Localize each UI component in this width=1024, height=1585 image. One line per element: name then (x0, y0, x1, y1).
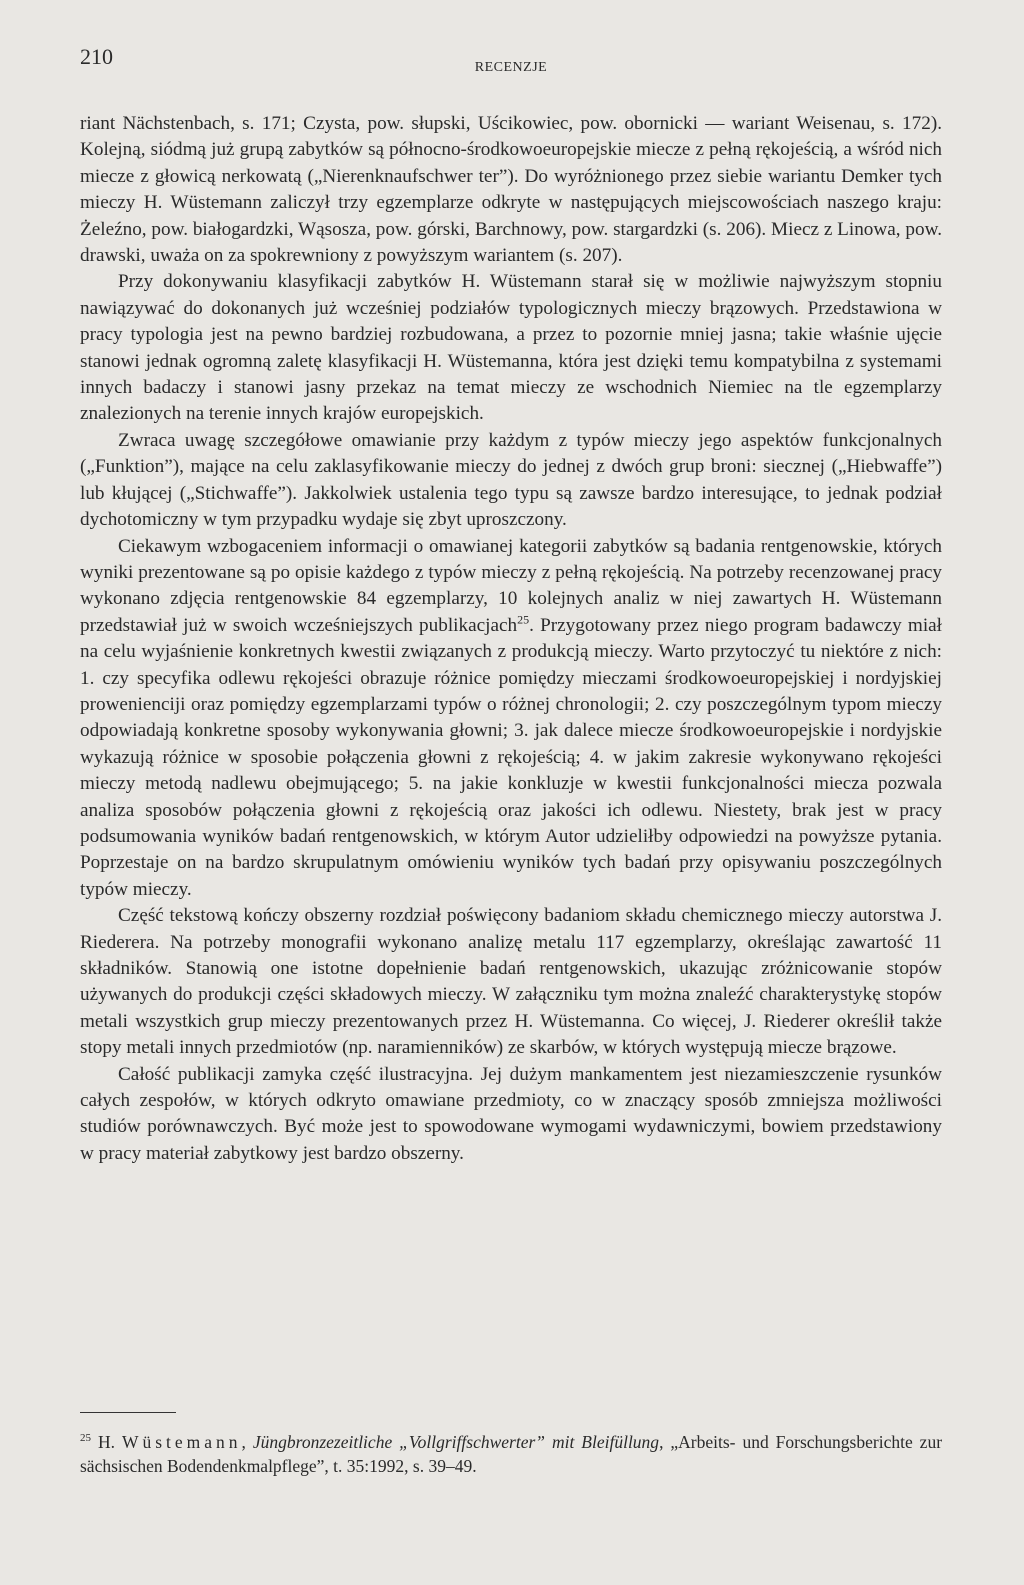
footnote-number: 25 (80, 1432, 91, 1445)
paragraph (80, 534, 942, 904)
running-head: RECENZJE (474, 60, 548, 75)
paragraph: Przy dokonywaniu klasyfikacji zabytków H. Wüstemann starał się w możliwie najwyższym stopniu nawiązywać do dokonanych już wcześniej podziałów typologicznych mieczy brązowych. Przedstawiona w pracy typologia jest na pewno bardziej rozbudowana, a przez to pozornie mniej jasna; takie właśnie ujęcie stanowi jednak ogromną zaletę klasyfikacji H. Wüstemanna, która jest dzięki temu kompatybilna z systemami innych badaczy i stanowi jasny przekaz na temat mieczy ze wschodnich Niemiec na tle egzemplarzy znalezionych na terenie innych krajów europejskich. (80, 271, 942, 425)
footnote-author-initial: H. (97, 1432, 122, 1452)
footnote-source: , „Arbeits- und Forschungsberichte zur sächsischen Bodendenkmalpflege”, t. 35:1992, s. 39–49. (80, 1432, 943, 1476)
footnote-reference: 25 (517, 612, 530, 627)
footnote (80, 1430, 942, 1478)
paragraph: riant Nächstenbach, s. 171; Czysta, pow. słupski, Uścikowiec, pow. obornicki — wariant Weisenau, s. 172). Kolejną, siódmą już grupą zabytków są północno-środkowoeuropejskie miecze z pełną rękojeścią, a wśród nich miecze z głowicą nerkowatą („Nierenknaufschwer ter”). Do wyróżnionego przez siebie wariantu Demker tych mieczy H. Wüstemann zaliczył trzy egzemplarze odkryte w następujących miejscowościach naszego kraju: Żeleźno, pow. białogardzki, Wąsosza, pow. górski, Barchnowy, pow. stargardzki (s. 206). Miecz z Linowa, pow. drawski, uważa on za spokrewniony z powyższym wariantem (s. 207). (80, 113, 942, 267)
paragraph: Całość publikacji zamyka część ilustracyjna. Jej dużym mankamentem jest niezamieszczenie rysunków całych zespołów, w których odkryto omawiane przedmioty, co w znaczący sposób zmniejsza możliwości studiów porównawczych. Być może jest to spowodowane wymogami wydawniczymi, bowiem przedstawiony w pracy materiał zabytkowy jest bardzo obszerny. (80, 1063, 942, 1164)
paragraph: Zwraca uwagę szczegółowe omawianie przy każdym z typów mieczy jego aspektów funkcjonalnych („Funktion”), mające na celu zaklasyfikowanie mieczy do jednej z dwóch grup broni: siecznej („Hiebwaffe”) lub kłującej („Stichwaffe”). Jakkolwiek ustalenia tego typu są zawsze bardzo interesujące, to jednak podział dychotomiczny w tym przypadku wydaje się zbyt uproszczony. (80, 429, 942, 531)
paragraph: Część tekstową kończy obszerny rozdział poświęcony badaniom składu chemicznego mieczy autorstwa J. Riederera. Na potrzeby monografii wykonano analizę metalu 117 egzemplarzy, określając zawartość 11 składników. Stanowią one istotne dopełnienie badań rentgenowskich, ukazując zróżnicowanie stopów używanych do produkcji części składowych mieczy. W załączniku tym można znaleźć charakterystykę stopów metali wszystkich grup mieczy prezentowanych przez H. Wüstemanna. Co więcej, J. Riederer określił także stopy metali innych przedmiotów (np. naramienników) ze skarbów, w których występują miecze brązowe. (80, 905, 942, 1059)
footnote-title: Jüngbronzezeitliche „Vollgriffschwerter” mit Bleifüllung (252, 1432, 660, 1452)
footnote-divider (80, 1412, 176, 1413)
page-header (80, 44, 942, 84)
footnote-separator: , (241, 1432, 253, 1452)
body-text (80, 111, 942, 1167)
paragraph-text: Ciekawym wzbogaceniem informacji o omawianej kategorii zabytków są badania rentgenowskie, których wyniki prezentowane są po opisie każdego z typów mieczy z pełną rękojeścią. Na potrzeby recenzowanej pracy wykonano zdjęcia rentgenowskie 84 egzemplarzy, 10 kolejnych analiz w niej zawartych H. Wüstemann przedstawiał już w swoich wcześniejszych publikacjach (80, 535, 942, 636)
page-number: 210 (80, 44, 113, 69)
footnote-author: Wüstemann (121, 1432, 242, 1452)
paragraph-text: . Przygotowany przez niego program badawczy miał na celu wyjaśnienie konkretnych kwestii związanych z produkcją mieczy. Warto przytoczyć tu niektóre z nich: 1. czy specyfika odlewu rękojeści obrazuje różnice pomiędzy mieczami środkowoeuropejskiej i nordyjskiej prowenienciji oraz pomiędzy egzemplarzami typów o różnej chronologii; 2. czy poszczególnym typom mieczy odpowiadają konkretne sposoby wykonywania głowni; 3. jak dalece miecze środkowoeuropejskie i nordyjskie wykazują różnice w sposobie połączenia głowni z rękojeścią; 4. w jakim zakresie wykonywano rękojeści mieczy metodą nadlewu obejmującego; 5. na jakie konkluzje w kwestii funkcjonalności miecza pozwala analiza sposobów połączenia głowni z rękojeścią oraz jakości ich odlewu. Niestety, brak jest w pracy podsumowania wyników badań rentgenowskich, w którym Autor udzieliłby odpowiedzi na powyższe pytania. Poprzestaje on na bardzo skrupulatnym omówieniu wyników tych badań przy opisywaniu poszczególnych typów mieczy. (80, 614, 942, 900)
